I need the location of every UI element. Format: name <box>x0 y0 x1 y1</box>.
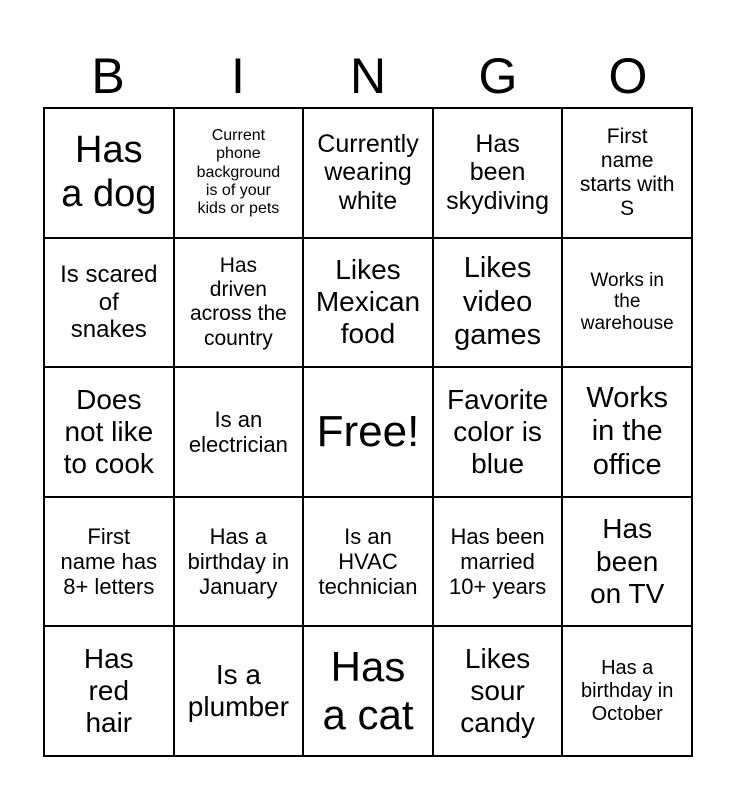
header-letter-g: G <box>478 48 518 104</box>
bingo-board <box>43 107 693 757</box>
header-letter-o: O <box>608 48 648 104</box>
bingo-cell[interactable] <box>433 497 563 627</box>
bingo-cell[interactable] <box>174 238 304 368</box>
cell-text: Has been skydiving <box>446 129 549 216</box>
cell-text: Works in the warehouse <box>580 269 674 335</box>
bingo-cell[interactable] <box>174 367 304 497</box>
bingo-cell[interactable] <box>562 108 692 238</box>
bingo-cell[interactable] <box>303 497 433 627</box>
bingo-cell[interactable] <box>44 108 174 238</box>
bingo-cell[interactable] <box>433 108 563 238</box>
cell-text: First name starts with S <box>579 124 675 220</box>
cell-text: Favorite color is blue <box>447 383 549 480</box>
cell-text: Is an electrician <box>188 406 288 457</box>
bingo-cell[interactable] <box>303 108 433 238</box>
bingo-cell[interactable] <box>44 626 174 756</box>
bingo-cell[interactable] <box>303 238 433 368</box>
cell-text: Free! <box>316 406 420 456</box>
bingo-cell[interactable] <box>562 367 692 497</box>
bingo-header <box>43 46 693 106</box>
cell-text: Has been on TV <box>590 513 665 609</box>
bingo-cell[interactable] <box>174 497 304 627</box>
cell-text: Works in the office <box>586 381 669 481</box>
bingo-cell[interactable] <box>562 497 692 627</box>
bingo-cell[interactable] <box>562 238 692 368</box>
cell-text: Likes video games <box>454 252 542 352</box>
cell-text: Has red hair <box>83 642 134 739</box>
bingo-cell[interactable] <box>44 367 174 497</box>
cell-text: Does not like to cook <box>63 383 154 480</box>
cell-text: Has a cat <box>322 642 414 739</box>
bingo-cell[interactable] <box>174 626 304 756</box>
bingo-cell[interactable] <box>433 367 563 497</box>
bingo-cell[interactable] <box>433 626 563 756</box>
free-cell[interactable] <box>303 367 433 497</box>
cell-text: Is a plumber <box>187 659 289 723</box>
cell-text: Has driven across the country <box>189 254 287 350</box>
cell-text: Likes sour candy <box>460 642 535 739</box>
cell-text: Has a dog <box>61 129 157 215</box>
bingo-cell[interactable] <box>433 238 563 368</box>
cell-text: First name has 8+ letters <box>60 523 158 600</box>
bingo-cell[interactable] <box>44 497 174 627</box>
bingo-cell[interactable] <box>303 626 433 756</box>
cell-text: Is an HVAC technician <box>318 523 418 600</box>
cell-text: Has a birthday in October <box>581 656 674 725</box>
cell-text: Is scared of snakes <box>60 261 158 344</box>
cell-text: Currently wearing white <box>317 129 419 216</box>
bingo-cell[interactable] <box>562 626 692 756</box>
header-letter-b: B <box>91 48 125 104</box>
cell-text: Likes Mexican food <box>315 254 421 350</box>
header-letter-i: I <box>231 48 245 104</box>
bingo-cell[interactable] <box>44 238 174 368</box>
header-letter-n: N <box>349 48 387 104</box>
cell-text: Has a birthday in January <box>187 523 290 600</box>
cell-text: Current phone background is of your kids or pets <box>196 126 281 218</box>
bingo-cell[interactable] <box>174 108 304 238</box>
cell-text: Has been married 10+ years <box>448 523 547 600</box>
